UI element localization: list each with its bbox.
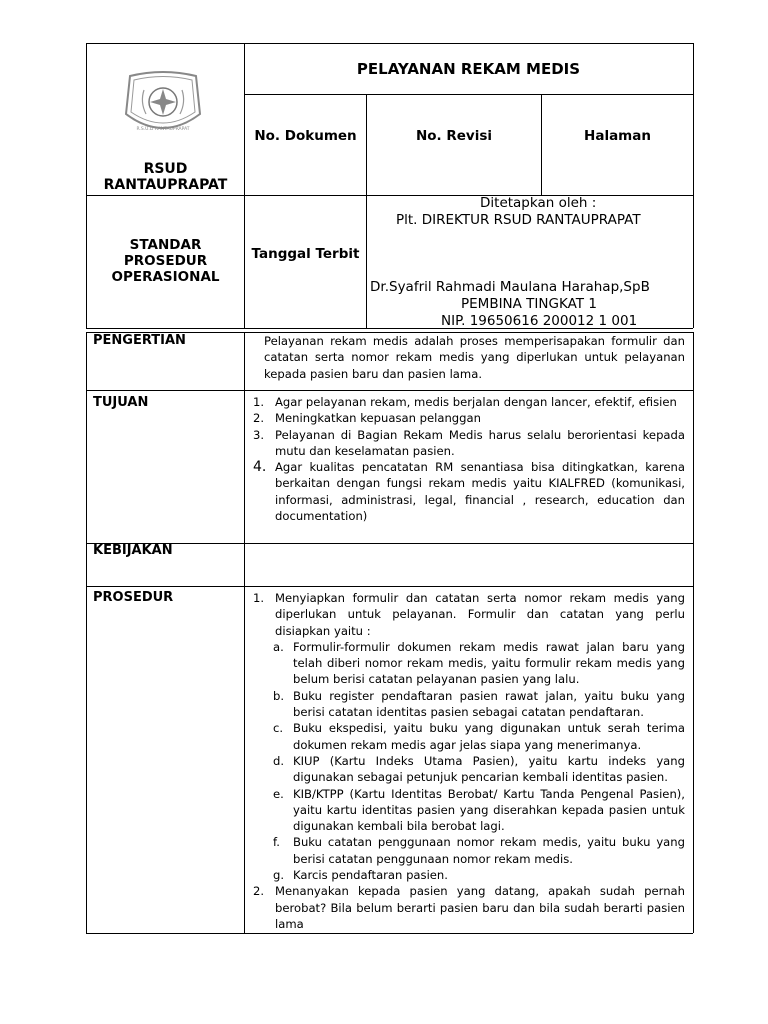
label-kebijakan: KEBIJAKAN: [93, 543, 173, 558]
tanggal-terbit: Tanggal Terbit: [251, 246, 360, 262]
tujuan-item-text: Meningkatkan kepuasan pelanggan: [275, 411, 481, 426]
direktur-title: Plt. DIREKTUR RSUD RANTAUPRAPAT: [396, 212, 641, 228]
spo-line1: STANDAR: [129, 237, 202, 253]
hospital-logo: [118, 68, 208, 140]
svg-text:R.S.U.D RANTAUPRAPAT: R.S.U.D RANTAUPRAPAT: [136, 127, 190, 132]
document-title: PELAYANAN REKAM MEDIS: [356, 60, 581, 78]
prosedur-item-text: Menyiapkan formulir dan catatan serta nomor rekam medis yang diperlukan untuk pelayanan. Formulir dan catatan yang perlu disiapkan yaitu :: [275, 591, 685, 638]
ditetapkan-label: Ditetapkan oleh :: [480, 195, 597, 211]
spo-label: [88, 237, 243, 285]
col-no-dokumen: No. Dokumen: [254, 128, 357, 144]
prosedur-subitem-text: Buku register pendaftaran pasien rawat jalan, yaitu buku yang berisi catatan identitas pasien sebagai catatan pendaftaran.: [293, 688, 685, 720]
tujuan-list: [253, 394, 685, 524]
prosedur-item-text: Menanyakan kepada pasien yang datang, apakah sudah pernah berobat? Bila belum berarti pasien baru dan bila sudah berarti pasien lama: [275, 884, 685, 931]
pengertian-text: Pelayanan rekam medis adalah proses memperisapakan formulir dan catatan serta nomor rekam medis yang diperlukan untuk pelayanan kepada pasien baru dan pasien lama.: [264, 334, 685, 381]
tujuan-item-text: Agar pelayanan rekam, medis berjalan dengan lancer, efektif, efisien: [275, 395, 677, 409]
hospital-name-line1: RSUD: [143, 161, 188, 177]
col-no-revisi: No. Revisi: [415, 128, 493, 144]
prosedur-subitem: [253, 786, 685, 835]
tujuan-item-num: 1.: [253, 395, 265, 409]
prosedur-subitem: [253, 834, 685, 867]
tujuan-item-num: 4.: [253, 459, 267, 476]
prosedur-item-num: 2.: [253, 884, 265, 899]
prosedur-subitem-num: f.: [273, 835, 280, 850]
prosedur-subitem-text: Karcis pendaftaran pasien.: [293, 868, 448, 883]
prosedur-subitem-text: KIUP (Kartu Indeks Utama Pasien), yaitu kartu indeks yang digunakan sebagai petunjuk pencarian kembali identitas pasien.: [293, 753, 685, 785]
signatory-name: Dr.Syafril Rahmadi Maulana Harahap,SpB: [370, 279, 650, 295]
prosedur-subitem: [253, 753, 685, 786]
col-halaman: Halaman: [584, 128, 651, 144]
tujuan-item: [253, 427, 685, 460]
signatory-nip: NIP. 19650616 200012 1 001: [441, 313, 638, 329]
prosedur-subitem-num: d.: [273, 753, 285, 768]
prosedur-subitem: [253, 688, 685, 721]
prosedur-subitem-text: Formulir-formulir dokumen rekam medis rawat jalan baru yang telah diberi nomor rekam medis, yaitu formulir rekam medis yang belum berisi catatan pelayanan pasien yang lalu.: [293, 639, 685, 687]
prosedur-item: [253, 590, 685, 639]
prosedur-subitem-num: a.: [273, 639, 284, 654]
label-pengertian: PENGERTIAN: [93, 333, 186, 348]
tujuan-item: [253, 394, 685, 410]
prosedur-subitem-text: Buku catatan penggunaan nomor rekam medis, yaitu buku yang berisi catatan penggunaan nomor rekam medis.: [293, 835, 685, 866]
label-prosedur: PROSEDUR: [93, 590, 174, 605]
spo-line3: OPERASIONAL: [111, 269, 220, 285]
prosedur-subitem: [253, 867, 685, 883]
hospital-name: [88, 161, 243, 193]
prosedur-list: [253, 590, 685, 932]
prosedur-item: [253, 883, 685, 932]
spo-line2: PROSEDUR: [123, 253, 208, 269]
label-tujuan: TUJUAN: [93, 395, 149, 410]
prosedur-subitem-num: c.: [273, 721, 284, 736]
tujuan-item: [253, 459, 685, 524]
tujuan-item: [253, 410, 685, 426]
tujuan-item-num: 3.: [253, 427, 265, 442]
prosedur-subitem-text: Buku ekspedisi, yaitu buku yang digunakan untuk serah terima dokumen rekam medis agar jelas siapa yang menerimanya.: [293, 721, 685, 752]
signatory-rank: PEMBINA TINGKAT 1: [461, 296, 597, 312]
prosedur-subitem: [253, 720, 685, 753]
prosedur-subitem-num: e.: [273, 786, 284, 801]
prosedur-subitem-text: KIB/KTPP (Kartu Identitas Berobat/ Kartu Tanda Pengenal Pasien), yaitu kartu identitas pasien yang diserahkan kepada pasien untuk digunakan kembali bila berobat lagi.: [293, 786, 685, 834]
prosedur-subitem-num: g.: [273, 868, 285, 883]
prosedur-subitem-num: b.: [273, 688, 285, 703]
prosedur-subitem: [253, 639, 685, 688]
hospital-name-line2: RANTAUPRAPAT: [103, 177, 228, 193]
tujuan-item-text: Agar kualitas pencatatan RM senantiasa bisa ditingkatkan, karena berkaitan dengan fungsi rekam medis yaitu KIALFRED (komunikasi, informasi, administrasi, legal, financial , research, education dan documentation): [275, 460, 685, 524]
tujuan-item-text: Pelayanan di Bagian Rekam Medis harus selalu berorientasi kepada mutu dan keselamatan pasien.: [275, 427, 685, 458]
prosedur-item-num: 1.: [253, 591, 265, 605]
tujuan-item-num: 2.: [253, 411, 265, 426]
